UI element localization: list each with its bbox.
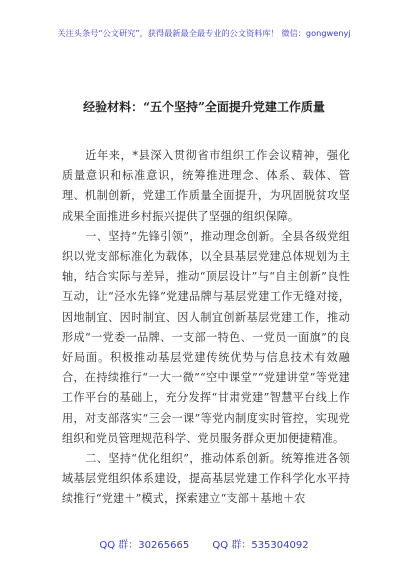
paragraph-section-one: 一、坚持“先锋引领”，推动理念创新。全县各级党组织以党支部标准化为载体，以全县基层党建总体规划为主轴，结合实际与差异，推动“顶层设计”与“自主创新”良性互动，让“泾水先锋”党建品牌与基层党建工作无缝对接，因地制宜、因时制宜、因人制宜创新基层党建工作，推动形成“一党委一品牌、一支部一特色、一党员一面旗”的良好局面。积极推动基层党建传统优势与信息技术有效融合，在持续推行“一大一微”“空中课堂”“党建讲堂”等党建工作平台的基础上，充分发挥“甘肃党建”智慧平台线上作用，对支部落实“三会一课”等党内制度实时管控，实现党组织和党员管理规范科学、党员服务群众更加便捷精准。 bbox=[62, 229, 350, 445]
footer-contact bbox=[0, 536, 408, 551]
footer-qq-group-2: QQ 群：535304092 bbox=[212, 540, 309, 551]
paragraph-intro: 近年来，*县深入贯彻省市组织工作会议精神，强化质量意识和标准意识，统筹推进理念、体系、载体、管理、机制创新，党建工作质量全面提升，为巩固脱贫攻坚成果全面推进乡村振兴提供了坚强的组织保障。 bbox=[62, 149, 350, 223]
header-promo-note: 关注头条号“公文研究”，获得最新最全最专业的公文资料库！ 微信：gongwenyj bbox=[57, 28, 351, 38]
document-title: 经验材料：“五个坚持”全面提升党建工作质量 bbox=[83, 100, 325, 114]
document-body bbox=[62, 146, 350, 510]
paragraph-section-two: 二、坚持“优化组织”，推动体系创新。统筹推进各领域基层党组织体系建设，提高基层党建工作科学化水平持续推行“党建＋”模式，探索建立“支部＋基地＋农 bbox=[62, 452, 350, 506]
footer-qq-group-1: QQ 群：30265665 bbox=[99, 540, 190, 551]
